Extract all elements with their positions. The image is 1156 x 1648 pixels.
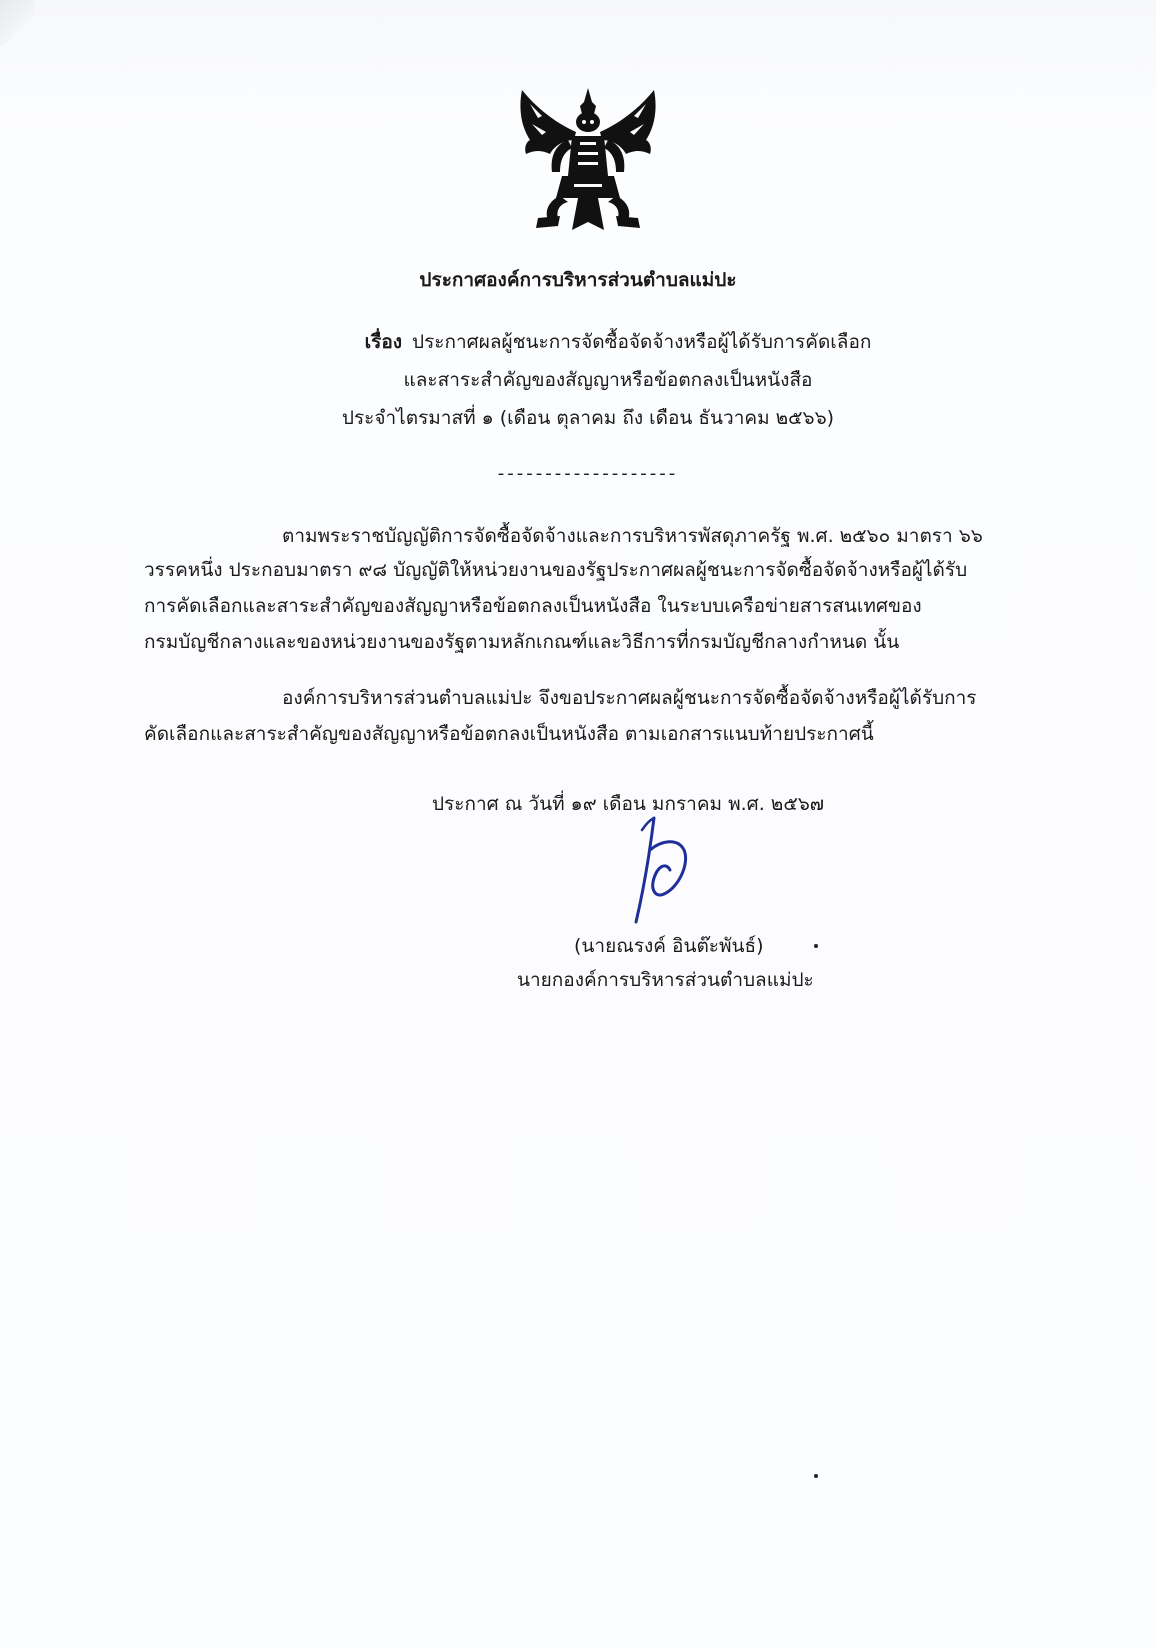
ink-dot <box>814 944 818 948</box>
subject-line-1 <box>0 328 1156 356</box>
announcement-date: ประกาศ ณ วันที่ ๑๙ เดือน มกราคม พ.ศ. ๒๕๖๗ <box>432 793 825 815</box>
subject-line-2: และสาระสำคัญของสัญญาหรือข้อตกลงเป็นหนังสือ <box>403 369 813 391</box>
handwritten-signature <box>620 810 710 930</box>
ink-dot <box>814 1474 818 1478</box>
paragraph1-line1: ตามพระราชบัญญัติการจัดซื้อจัดจ้างและการบริหารพัสดุภาครัฐ พ.ศ. ๒๕๖๐ มาตรา ๖๖ <box>282 525 983 547</box>
paragraph1-line2: วรรคหนึ่ง ประกอบมาตรา ๙๘ บัญญัติให้หน่วยงานของรัฐประกาศผลผู้ชนะการจัดซื้อจัดจ้างหรือผู้ได้รับ <box>144 559 968 581</box>
folded-corner <box>0 0 34 46</box>
signer-name: (นายณรงค์ อินต๊ะพันธ์) <box>574 935 764 957</box>
paragraph2-line2: คัดเลือกและสาระสำคัญของสัญญาหรือข้อตกลงเป็นหนังสือ ตามเอกสารแนบท้ายประกาศนี้ <box>144 723 874 745</box>
subject-text-1: ประกาศผลผู้ชนะการจัดซื้อจัดจ้างหรือผู้ได้รับการคัดเลือก <box>412 331 872 353</box>
subject-line-3: ประจำไตรมาสที่ ๑ (เดือน ตุลาคม ถึง เดือน ธันวาคม ๒๕๖๖) <box>341 407 835 429</box>
document-title: ประกาศองค์การบริหารส่วนตำบลแม่ปะ <box>419 269 737 291</box>
paragraph1-line3: การคัดเลือกและสาระสำคัญของสัญญาหรือข้อตกลงเป็นหนังสือ ในระบบเครือข่ายสารสนเทศของ <box>144 595 922 617</box>
subject-label: เรื่อง <box>364 331 403 353</box>
garuda-emblem-icon <box>508 80 668 240</box>
signer-title: นายกองค์การบริหารส่วนตำบลแม่ปะ <box>517 969 814 991</box>
paragraph2-line1: องค์การบริหารส่วนตำบลแม่ปะ จึงขอประกาศผลผู้ชนะการจัดซื้อจัดจ้างหรือผู้ได้รับการ <box>282 687 977 709</box>
paragraph1-line4: กรมบัญชีกลางและของหน่วยงานของรัฐตามหลักเกณฑ์และวิธีการที่กรมบัญชีกลางกำหนด นั้น <box>144 631 900 653</box>
separator-dashes: ------------------- <box>497 463 679 484</box>
